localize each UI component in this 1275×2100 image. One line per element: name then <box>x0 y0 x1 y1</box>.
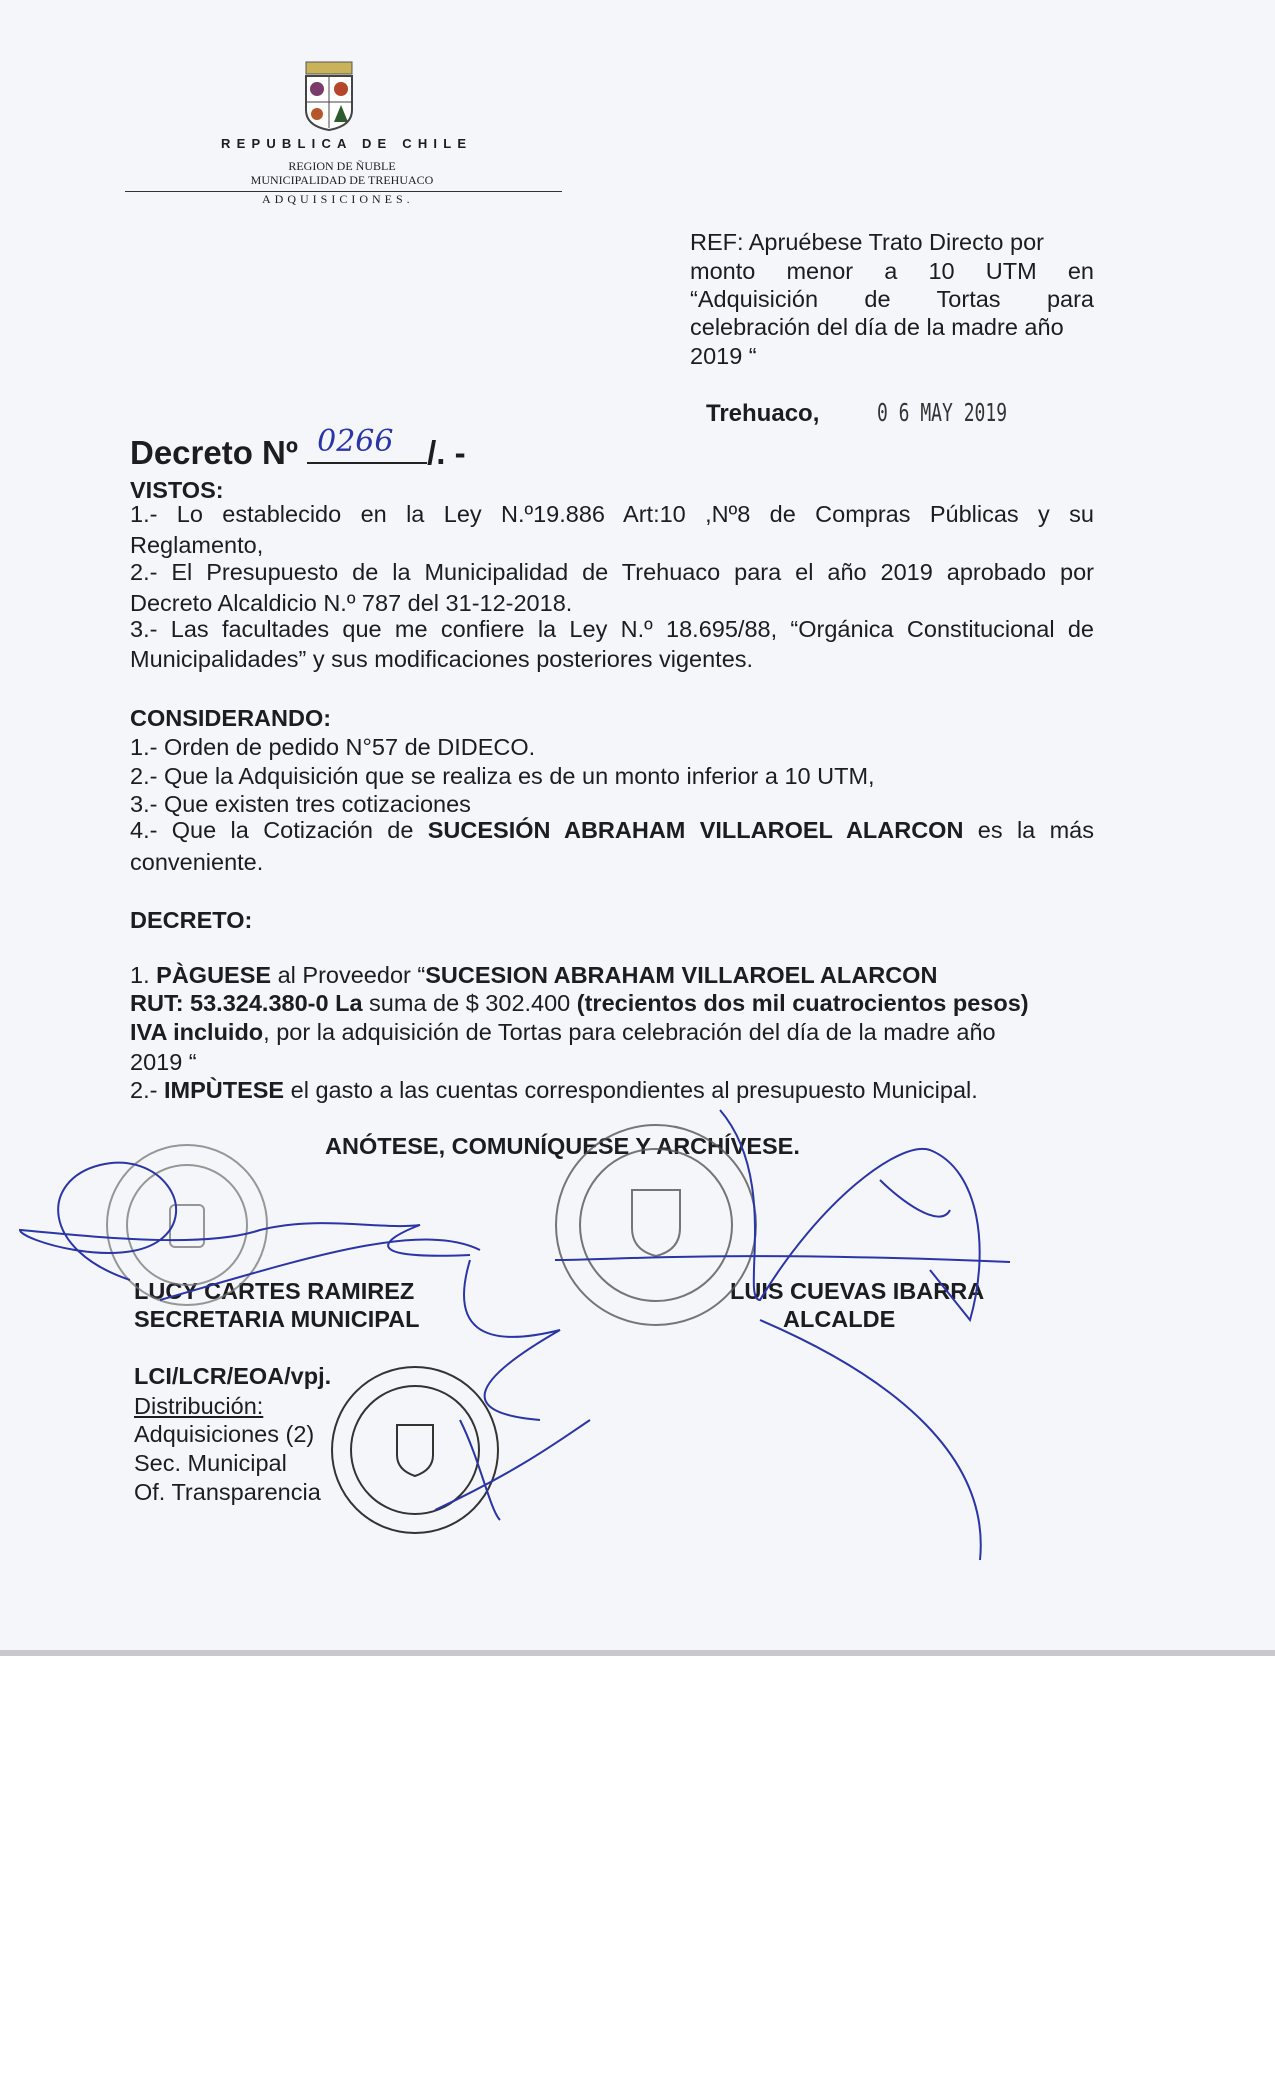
ref-line: monto menor a 10 UTM en <box>690 258 1094 284</box>
text: el gasto a las cuentas correspondientes al presupuesto Municipal. <box>284 1077 978 1103</box>
header-department: ADQUISICIONES. <box>262 192 414 206</box>
header-municipality: MUNICIPALIDAD DE TREHUACO <box>250 173 434 187</box>
vistos-title: VISTOS: <box>130 477 224 503</box>
left-signer-role: SECRETARIA MUNICIPAL <box>134 1306 420 1332</box>
right-signer-name: LUIS CUEVAS IBARRA <box>730 1278 985 1304</box>
handwritten-signatures <box>20 1110 1010 1560</box>
ref-line: “Adquisición de Tortas para <box>690 286 1094 312</box>
header-country: REPUBLICA DE CHILE <box>221 136 473 151</box>
vistos-line: Decreto Alcaldicio N.º 787 del 31-12-2018. <box>130 590 573 616</box>
decree-suffix: /. - <box>427 434 466 471</box>
decree-label: Decreto Nº <box>130 434 298 471</box>
header-region: REGION DE ÑUBLE <box>288 159 396 173</box>
text: al Proveedor “ <box>271 962 426 988</box>
date-stamp: 0 6 MAY 2019 <box>877 398 1008 427</box>
considerando-line: conveniente. <box>130 849 264 875</box>
left-signer-name: LUCY CARTES RAMIREZ <box>134 1278 415 1304</box>
vistos-line: 3.- Las facultades que me confiere la Ley N.º 18.695/88, “Orgánica Constitucional de <box>130 616 1094 642</box>
text: PÀGUESE <box>156 962 272 988</box>
decreto-line: 2019 “ <box>130 1049 197 1075</box>
vistos-line: Reglamento, <box>130 532 264 558</box>
considerando-line: 1.- Orden de pedido N°57 de DIDECO. <box>130 734 536 760</box>
text: SUCESION ABRAHAM VILLAROEL ALARCON <box>425 962 938 988</box>
text: 4.- Que la Cotización de <box>130 817 428 843</box>
decree-number-handwritten: 0266 <box>317 424 394 459</box>
vistos-line: Municipalidades” y sus modificaciones posteriores vigentes. <box>130 646 754 672</box>
initials: LCI/LCR/EOA/vpj. <box>134 1363 332 1389</box>
distribution-item: Of. Transparencia <box>134 1479 321 1505</box>
considerando-line: 3.- Que existen tres cotizaciones <box>130 791 471 817</box>
ref-line: 2019 “ <box>690 343 757 369</box>
vistos-line: 2.- El Presupuesto de la Municipalidad de Trehuaco para el año 2019 aprobado por <box>130 559 1094 585</box>
closing-formula: ANÓTESE, COMUNÍQUESE Y ARCHÍVESE. <box>325 1133 800 1159</box>
considerando-line: 2.- Que la Adquisición que se realiza es de un monto inferior a 10 UTM, <box>130 763 875 789</box>
text: suma de $ 302.400 <box>362 990 577 1016</box>
ref-line: REF: Apruébese Trato Directo por <box>690 229 1044 255</box>
text: IVA incluido <box>130 1019 264 1045</box>
text: IMPÙTESE <box>163 1077 285 1103</box>
secretary-stamp <box>107 1145 267 1305</box>
considerando-title: CONSIDERANDO: <box>130 705 332 731</box>
supplier-name: SUCESIÓN ABRAHAM VILLAROEL ALARCON <box>427 817 964 843</box>
decreto-title: DECRETO: <box>130 907 253 933</box>
ref-line: celebración del día de la madre año <box>690 314 1064 340</box>
text: , por la adquisición de Tortas para celebración del día de la madre año <box>263 1019 996 1045</box>
distribution-item: Sec. Municipal <box>134 1450 287 1476</box>
distribution-title: Distribución: <box>134 1393 264 1419</box>
vistos-line: 1.- Lo establecido en la Ley N.º19.886 Art:10 ,Nº8 de Compras Públicas y su <box>130 501 1094 527</box>
distribution-item: Adquisiciones (2) <box>134 1421 315 1447</box>
text: es la más <box>963 817 1094 843</box>
place: Trehuaco, <box>706 400 820 427</box>
right-signer-role: ALCALDE <box>783 1306 896 1332</box>
mayor-stamp <box>556 1125 756 1325</box>
text: 1. <box>130 962 157 988</box>
text: 2.- <box>130 1077 164 1103</box>
text: RUT: 53.324.380-0 La <box>130 990 363 1016</box>
text: (trecientos dos mil cuatrocientos pesos) <box>576 990 1029 1016</box>
